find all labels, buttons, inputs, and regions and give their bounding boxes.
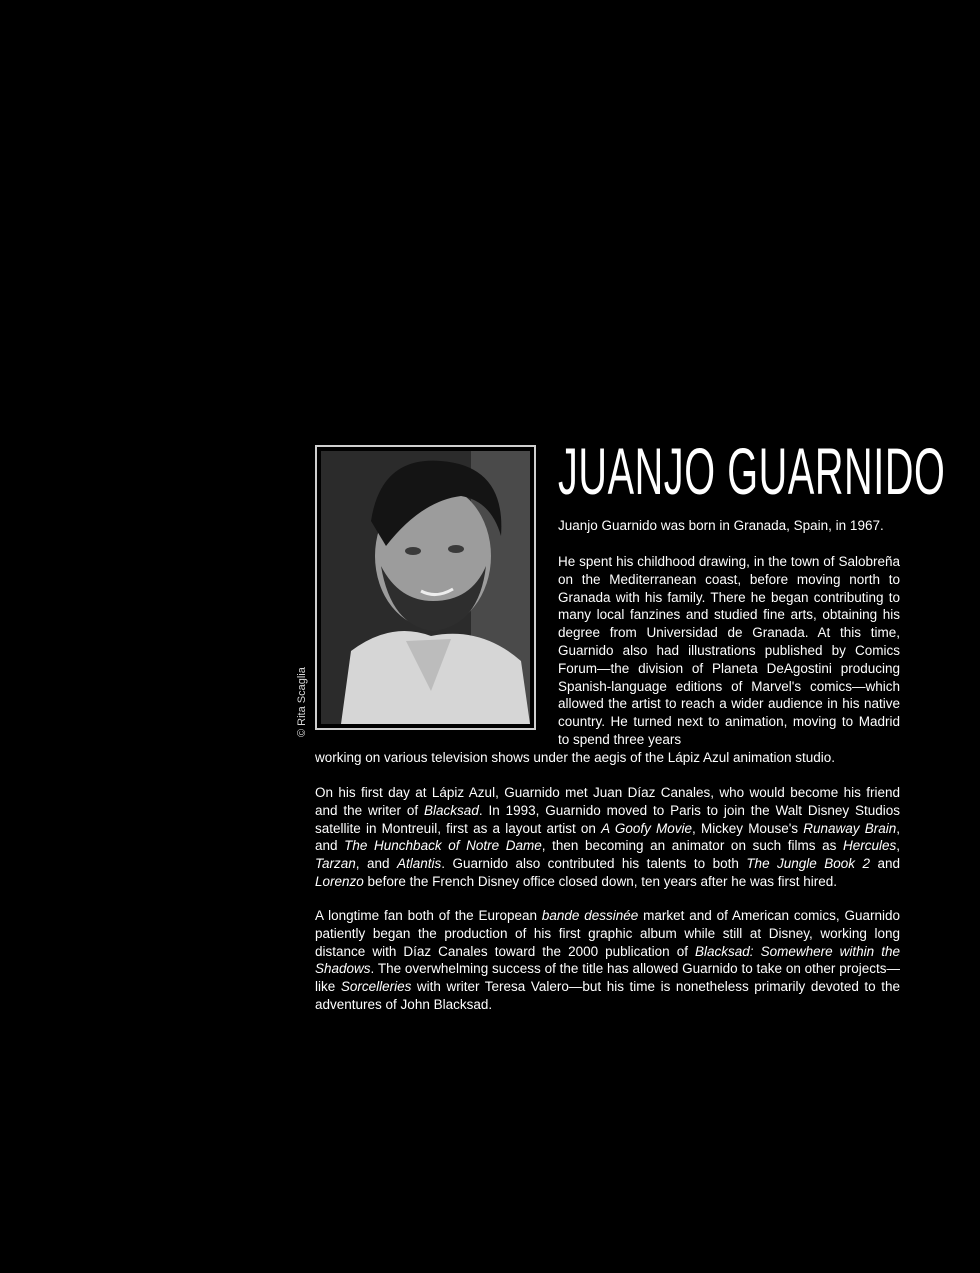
text-run: , xyxy=(896,838,900,854)
author-photo xyxy=(321,451,530,724)
title-hercules: Hercules xyxy=(842,838,897,854)
text-run: A longtime fan both of the European xyxy=(315,908,542,923)
text-run: , and xyxy=(355,856,397,872)
title-sorcelleries: Sorcelleries xyxy=(340,979,412,995)
bio-paragraph-1-continued: working on various television shows under the aegis of the Lápiz Azul animation studio. xyxy=(315,750,836,765)
text-run: before the French Disney office closed down, ten years after he was first hired. xyxy=(363,873,838,889)
text-run: , and xyxy=(315,820,900,854)
bio-paragraph-2 xyxy=(315,784,900,891)
title-lorenzo: Lorenzo xyxy=(315,873,364,889)
birth-line: Juanjo Guarnido was born in Granada, Spain, in 1967. xyxy=(558,518,884,533)
photo-credit: © Rita Scaglia xyxy=(296,667,308,737)
title-hunchback: The Hunchback of Notre Dame xyxy=(344,838,542,854)
title-runaway-brain: Runaway Brain xyxy=(803,820,897,836)
text-run: , Mickey Mouse's xyxy=(692,820,804,836)
text-run: and xyxy=(870,856,900,872)
text-run: . In 1993, Guarnido moved to Paris to join the Walt Disney Studios satellite in Montreuil, first as a layout artist on xyxy=(315,802,900,836)
title-blacksad-somewhere: Blacksad: Somewhere within the Shadows xyxy=(315,943,900,977)
term-bande-dessinee: bande dessinée xyxy=(541,908,639,923)
title-atlantis: Atlantis xyxy=(396,856,442,872)
page-title: JUANJO GUARNIDO xyxy=(558,434,946,508)
title-tarzan: Tarzan xyxy=(315,856,356,872)
text-run: with writer Teresa Valero—but his time is nonetheless primarily devoted to the adventures of John Blacksad. xyxy=(315,979,901,1012)
bio-paragraph-1: He spent his childhood drawing, in the town of Salobreña on the Mediterranean coast, before moving north to Granada with his family. There he began contributing to many local fanzines and studied fine arts, obtaining his degree from Universidad de Granada. At this time, Guarnido also had illustrations published by Comics Forum—the division of Planeta DeAgostini producing Spanish-language editions of Marvel's comics—which allowed the artist to reach a wider audience in his native country. He turned next to animation, moving to Madrid to spend three years xyxy=(558,554,900,747)
text-run: On his first day at Lápiz Azul, Guarnido met Juan Díaz Canales, who would become his friend and the writer of xyxy=(315,785,900,818)
text-run: . The overwhelming success of the title has allowed Guarnido to take on other projects—like xyxy=(315,961,900,995)
text-run: market and of American comics, Guarnido patiently began the production of his first graphic album while still at Disney, working long distance with Díaz Canales toward the 2000 publication of xyxy=(315,908,900,959)
text-run: . Guarnido also contributed his talents to both xyxy=(441,856,747,872)
bio-paragraph-3 xyxy=(315,907,900,1014)
portrait-illustration xyxy=(321,451,530,724)
title-blacksad: Blacksad xyxy=(424,802,479,818)
title-a-goofy-movie: A Goofy Movie xyxy=(601,820,693,836)
text-run: , then becoming an animator on such films as xyxy=(541,838,843,854)
title-jungle-book-2: The Jungle Book 2 xyxy=(746,856,871,872)
author-photo-frame xyxy=(315,445,536,730)
